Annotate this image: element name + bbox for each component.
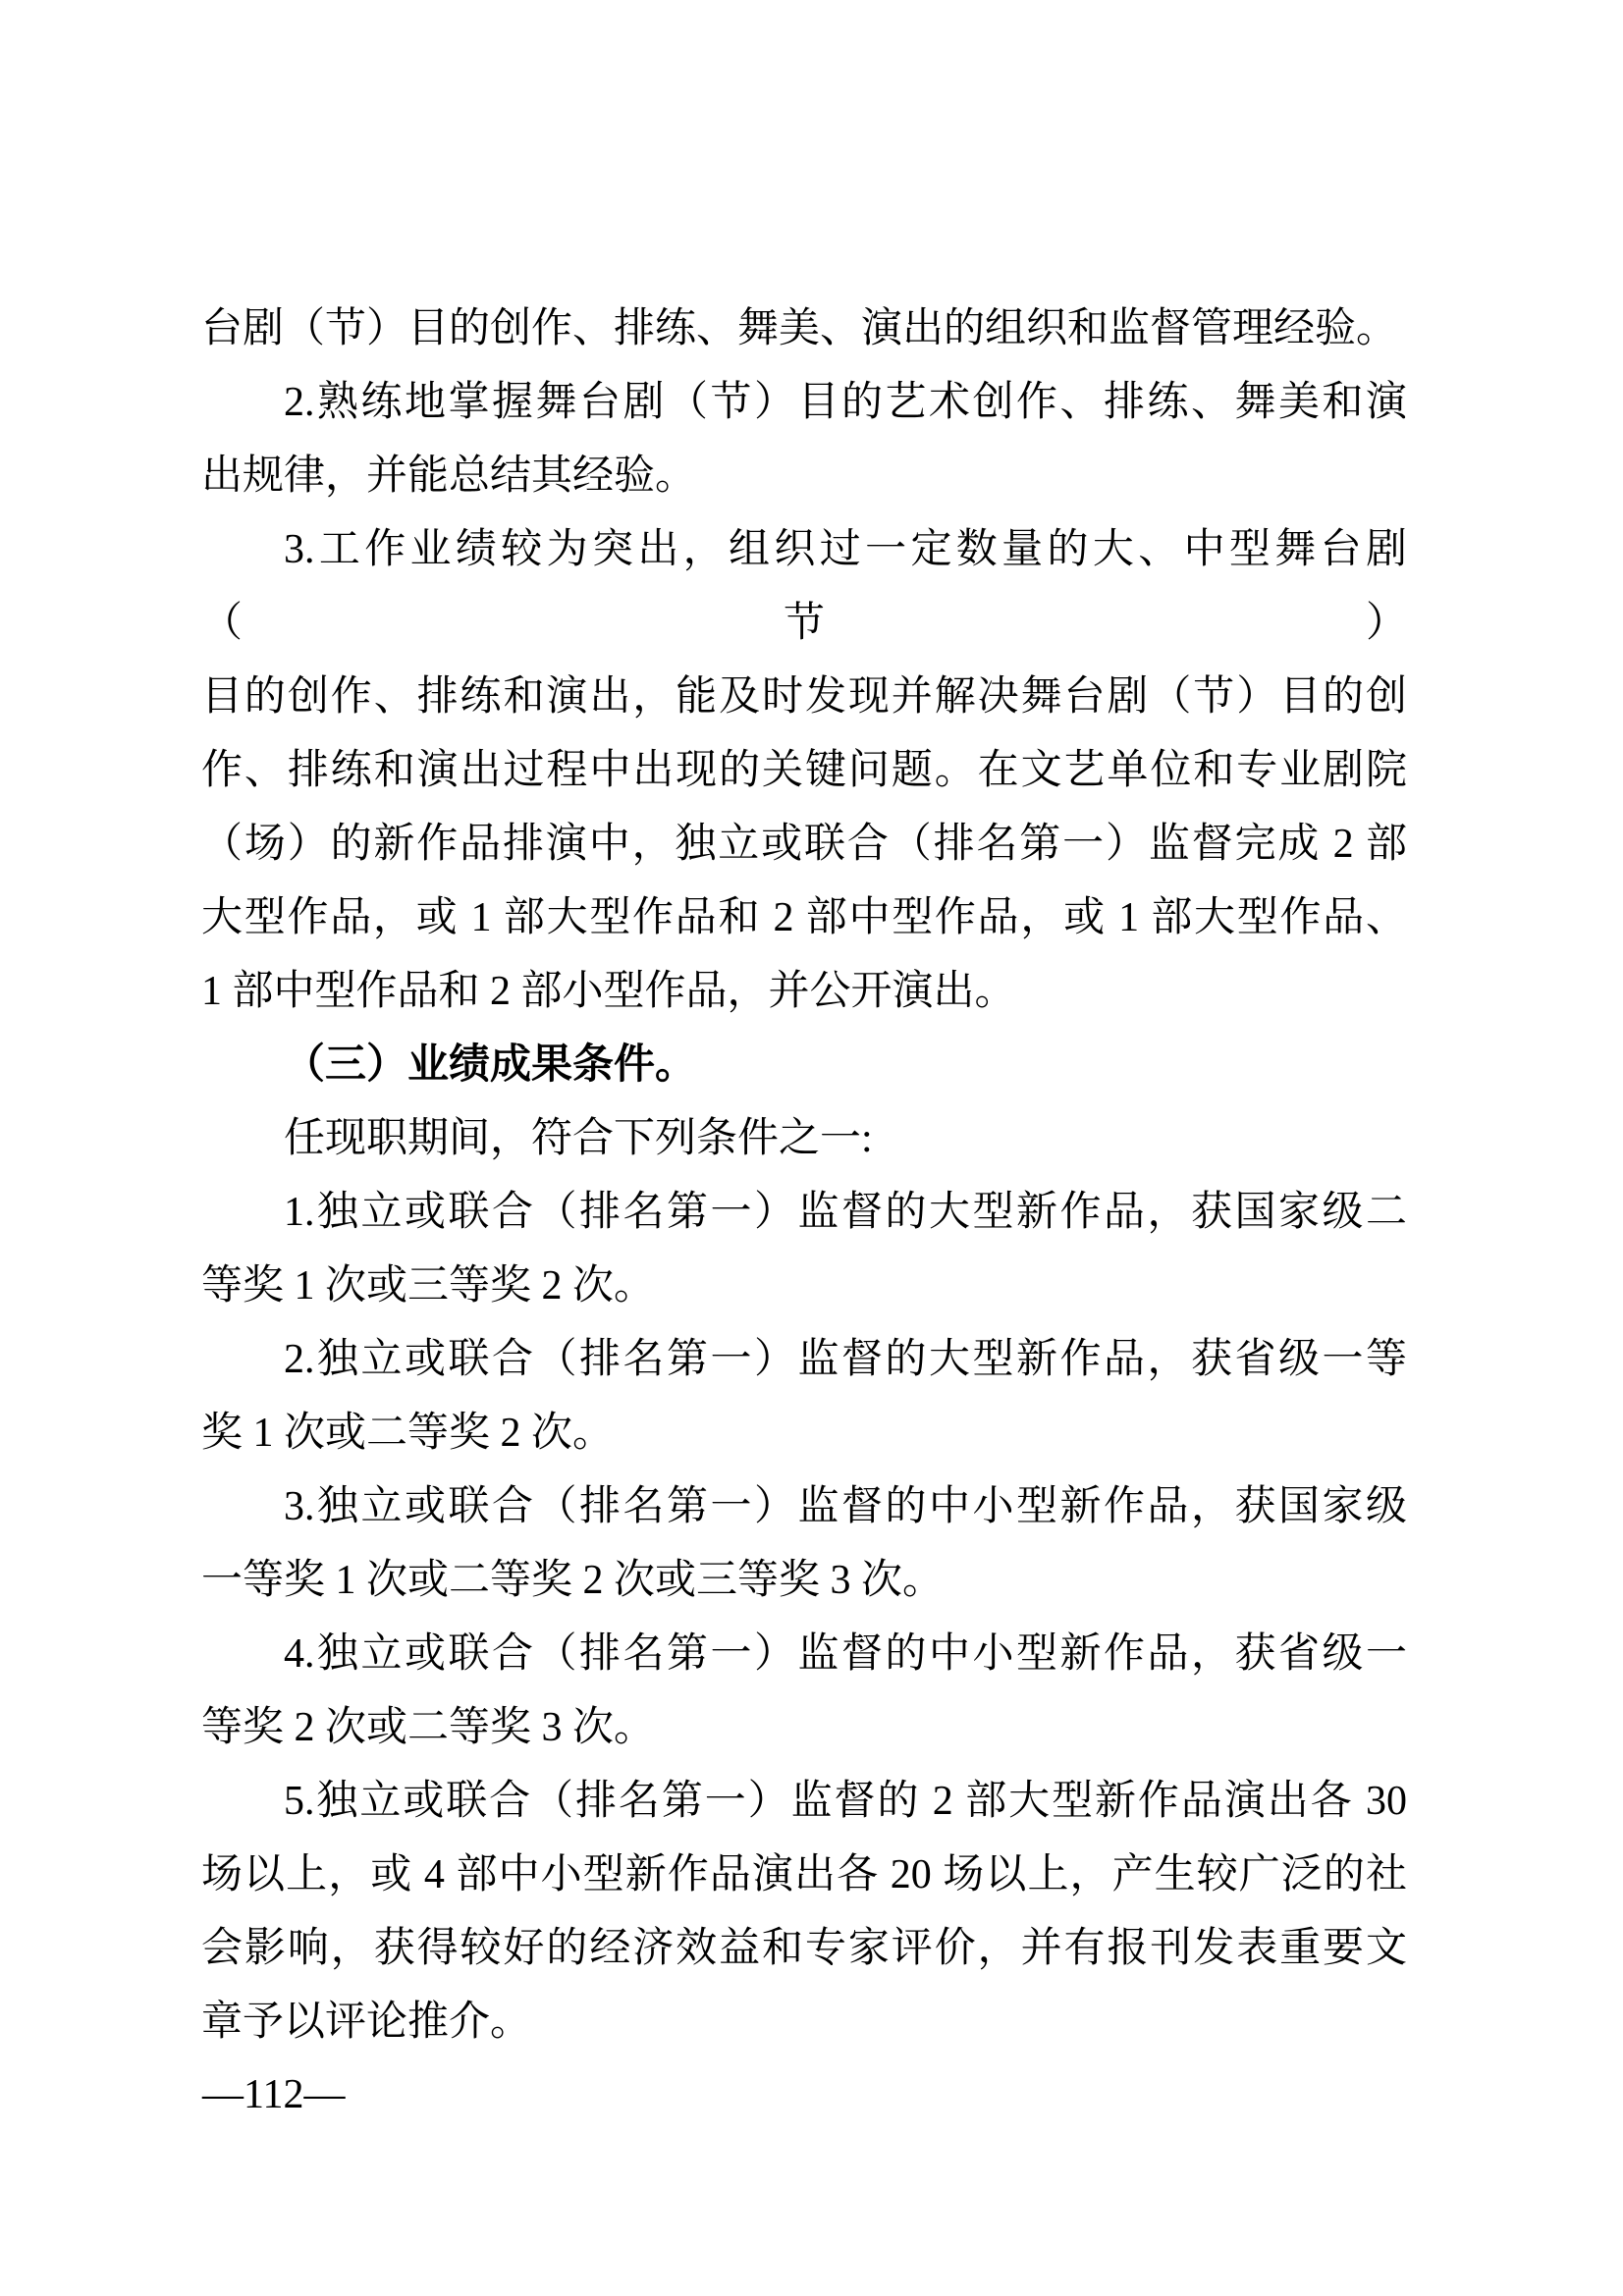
text-line: 会影响，获得较好的经济效益和专家评价，并有报刊发表重要文 bbox=[201, 1926, 1407, 1971]
text-line: 5.独立或联合（排名第一）监督的 2 部大型新作品演出各 30 bbox=[284, 1779, 1407, 1824]
text-line: 等奖 1 次或三等奖 2 次。 bbox=[201, 1263, 656, 1308]
paragraph bbox=[201, 513, 1407, 1029]
text-line: 场以上，或 4 部中小型新作品演出各 20 场以上，产生较广泛的社 bbox=[201, 1852, 1407, 1897]
paragraph bbox=[201, 1102, 1407, 1176]
text-line: 1 部中型作品和 2 部小型作品，并公开演出。 bbox=[201, 969, 1016, 1014]
text-line: 3.工作业绩较为突出，组织过一定数量的大、中型舞台剧（节） bbox=[201, 527, 1407, 646]
paragraph bbox=[201, 1470, 1407, 1618]
document-body bbox=[201, 293, 1407, 2059]
page-number: —112— bbox=[202, 2072, 346, 2117]
text-line: 章予以评论推介。 bbox=[201, 2000, 532, 2045]
text-line: 作、排练和演出过程中出现的关键问题。在文艺单位和专业剧院 bbox=[201, 748, 1407, 793]
section-heading bbox=[201, 1029, 1407, 1102]
text-line: 3.独立或联合（排名第一）监督的中小型新作品，获国家级 bbox=[284, 1484, 1407, 1529]
text-line: 大型作品，或 1 部大型作品和 2 部中型作品，或 1 部大型作品、 bbox=[201, 895, 1407, 940]
text-line: （三）业绩成果条件。 bbox=[284, 1042, 697, 1088]
text-line: 台剧（节）目的创作、排练、舞美、演出的组织和监督管理经验。 bbox=[201, 306, 1398, 351]
paragraph bbox=[201, 1176, 1407, 1323]
text-line: 任现职期间，符合下列条件之一: bbox=[284, 1116, 873, 1161]
text-line: 等奖 2 次或二等奖 3 次。 bbox=[201, 1705, 656, 1750]
paragraph bbox=[201, 1618, 1407, 1765]
paragraph bbox=[201, 366, 1407, 513]
paragraph bbox=[201, 1323, 1407, 1470]
text-line: （场）的新作品排演中，独立或联合（排名第一）监督完成 2 部 bbox=[201, 822, 1407, 867]
text-line: 出规律，并能总结其经验。 bbox=[201, 454, 697, 499]
text-line: 4.独立或联合（排名第一）监督的中小型新作品，获省级一 bbox=[284, 1631, 1407, 1677]
text-line: 奖 1 次或二等奖 2 次。 bbox=[201, 1411, 615, 1456]
text-line: 2.熟练地掌握舞台剧（节）目的艺术创作、排练、舞美和演 bbox=[284, 380, 1407, 425]
paragraph bbox=[201, 1765, 1407, 2059]
text-line: 2.独立或联合（排名第一）监督的大型新作品，获省级一等 bbox=[284, 1337, 1407, 1382]
text-line: 1.独立或联合（排名第一）监督的大型新作品，获国家级二 bbox=[284, 1190, 1407, 1235]
paragraph bbox=[201, 293, 1407, 366]
text-line: 一等奖 1 次或二等奖 2 次或三等奖 3 次。 bbox=[201, 1558, 945, 1603]
text-line: 目的创作、排练和演出，能及时发现并解决舞台剧（节）目的创 bbox=[201, 674, 1407, 720]
